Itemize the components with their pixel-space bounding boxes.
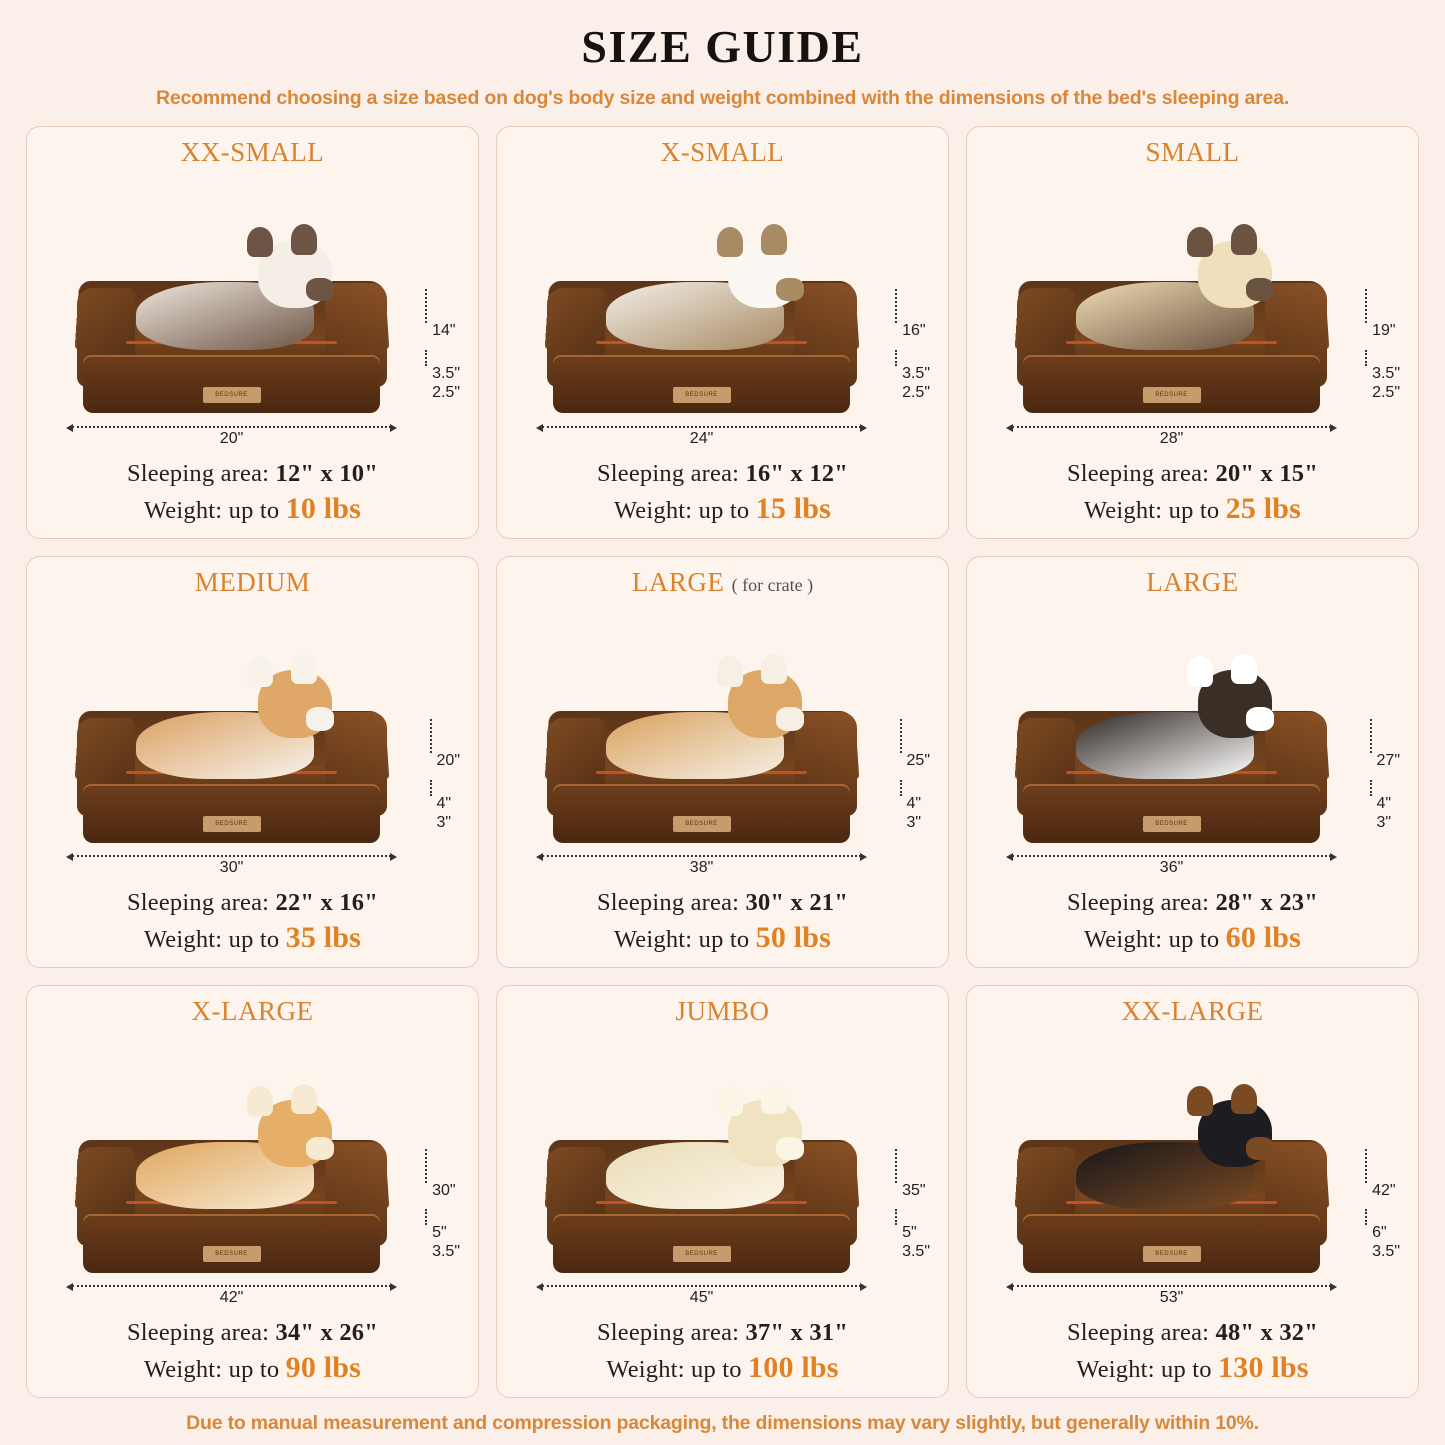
dimension-bolster-height: 3.5": [1366, 366, 1400, 383]
pet-snout: [776, 1137, 804, 1160]
page-subtitle: Recommend choosing a size based on dog's body size and weight combined with the dimensions of the bed's sleeping area.: [155, 87, 1290, 109]
pet-ear-right: [1231, 1084, 1257, 1114]
width-dimension-line: [542, 855, 860, 877]
width-dimension-line: [1012, 426, 1330, 447]
dimension-bolster-height: 4": [901, 796, 922, 813]
leader-line-icon: [425, 289, 427, 323]
weight-value: 10 lbs: [285, 491, 362, 525]
size-name: XX-SMALL: [180, 137, 325, 167]
pet-illustration-shih-tzu: [588, 234, 806, 350]
pet-snout: [776, 278, 804, 301]
bed-figure: [513, 1029, 932, 1319]
pet-illustration-golden-retriever: [118, 1093, 336, 1209]
weight-line: [509, 492, 936, 526]
dimension-total-height: 30": [426, 1183, 455, 1200]
bed-mattress: [1023, 1214, 1321, 1273]
dimension-total-height: 20": [431, 753, 460, 770]
sleeping-area-value: 37" x 31": [745, 1318, 849, 1346]
bed-figure: [43, 170, 462, 460]
brand-tag: BEDSURE: [1143, 816, 1201, 832]
sleeping-area-label: Sleeping area:: [1066, 1318, 1210, 1346]
dimension-bolster-height: 6": [1366, 1225, 1387, 1242]
pet-ear-right: [291, 1084, 317, 1114]
size-card-grid: [26, 126, 1419, 1398]
dimension-mattress-height: 3.5": [432, 1243, 460, 1261]
leader-line-icon: [895, 1209, 897, 1225]
pet-ear-left: [717, 1086, 743, 1116]
brand-tag: BEDSURE: [1143, 387, 1201, 403]
sleeping-area-line: [39, 889, 466, 917]
sleeping-area-line: [509, 889, 936, 917]
width-dimension-line: [542, 426, 860, 447]
dimension-bolster-height: 3.5": [426, 366, 460, 383]
spec-block: [509, 1319, 936, 1389]
bed-mattress: [1023, 355, 1321, 414]
sleeping-area-line: [509, 1319, 936, 1347]
bed-mattress: [83, 355, 381, 414]
dimension-width: 36": [1157, 859, 1186, 877]
sleeping-area-label: Sleeping area:: [596, 889, 740, 917]
size-name: JUMBO: [675, 996, 770, 1027]
leader-line-icon: [1370, 780, 1372, 796]
brand-tag: BEDSURE: [203, 387, 261, 403]
bed-mattress: [83, 784, 381, 843]
pet-ear-left: [247, 227, 273, 257]
dimension-mattress-height: 2.5": [1372, 383, 1400, 401]
dimension-width: 28": [1157, 430, 1186, 448]
vertical-dimensions: [431, 753, 460, 831]
weight-label: Weight: up to: [1083, 926, 1220, 954]
leader-line-icon: [900, 780, 902, 796]
leader-line-icon: [1370, 719, 1372, 753]
pet-snout: [306, 707, 334, 730]
size-card-large: [966, 556, 1419, 969]
brand-tag: BEDSURE: [1143, 1246, 1201, 1262]
pet-ear-right: [291, 654, 317, 684]
sleeping-area-line: [979, 460, 1406, 488]
pet-illustration-shiba-inu: [588, 663, 806, 779]
leader-line-icon: [1365, 1209, 1367, 1225]
spec-block: [979, 1319, 1406, 1389]
bed-figure: [43, 1029, 462, 1319]
weight-label: Weight: up to: [143, 496, 280, 524]
dimension-bolster-height: 5": [426, 1225, 447, 1242]
pet-illustration-french-bulldog: [1058, 234, 1276, 350]
leader-line-icon: [895, 350, 897, 366]
vertical-dimensions: [426, 1183, 460, 1261]
pet-ear-left: [247, 656, 273, 686]
dimension-total-height: 27": [1371, 753, 1400, 770]
pet-illustration-cat: [118, 234, 336, 350]
leader-line-icon: [900, 719, 902, 753]
dimension-bolster-height: 4": [1371, 796, 1392, 813]
dimension-total-height: 16": [896, 323, 925, 340]
leader-line-icon: [425, 1149, 427, 1183]
vertical-dimensions: [1366, 1183, 1400, 1261]
brand-tag: BEDSURE: [673, 1246, 731, 1262]
size-card-medium: [26, 556, 479, 969]
size-card-title: [509, 996, 936, 1027]
vertical-dimensions: [901, 753, 930, 831]
brand-tag: BEDSURE: [673, 816, 731, 832]
pet-ear-right: [761, 1084, 787, 1114]
width-dimension-line: [72, 855, 390, 877]
weight-line: [979, 1351, 1406, 1385]
weight-value: 130 lbs: [1218, 1350, 1309, 1384]
width-dimension-line: [72, 1285, 390, 1307]
spec-block: [979, 460, 1406, 530]
size-card-title: [509, 567, 936, 598]
brand-tag: BEDSURE: [673, 387, 731, 403]
weight-value: 60 lbs: [1225, 921, 1302, 955]
leader-line-icon: [1365, 289, 1367, 323]
pet-illustration-border-collie: [1058, 663, 1276, 779]
size-card-title: [39, 996, 466, 1027]
pet-snout: [1246, 278, 1274, 301]
spec-block: [509, 460, 936, 530]
size-card-large: [496, 556, 949, 969]
leader-line-icon: [1365, 350, 1367, 366]
bed-mattress: [553, 1214, 851, 1273]
dimension-bolster-height: 4": [431, 796, 452, 813]
dimension-width: 53": [1157, 1289, 1186, 1307]
width-dimension-line: [72, 426, 390, 447]
sleeping-area-line: [979, 1319, 1406, 1347]
size-card-title: [509, 137, 936, 168]
sleeping-area-label: Sleeping area:: [1066, 459, 1210, 487]
dimension-bolster-height: 5": [896, 1225, 917, 1242]
dimension-mattress-height: 2.5": [432, 383, 460, 401]
size-card-title: [979, 567, 1406, 598]
spec-block: [39, 889, 466, 959]
bed-figure: [983, 170, 1402, 460]
vertical-dimensions: [1366, 323, 1400, 401]
pet-snout: [1246, 707, 1274, 730]
size-note: ( for crate ): [731, 574, 814, 595]
pet-ear-left: [247, 1086, 273, 1116]
size-name: X-SMALL: [660, 137, 785, 167]
pet-snout: [776, 707, 804, 730]
sleeping-area-value: 12" x 10": [275, 459, 379, 487]
leader-line-icon: [430, 780, 432, 796]
sleeping-area-value: 20" x 15": [1215, 459, 1319, 487]
width-dimension-line: [1012, 855, 1330, 877]
brand-tag: BEDSURE: [203, 1246, 261, 1262]
size-card-title: [39, 137, 466, 168]
size-name: X-LARGE: [191, 996, 314, 1027]
bed-figure: [983, 600, 1402, 890]
pet-ear-right: [1231, 224, 1257, 254]
weight-label: Weight: up to: [606, 1355, 742, 1383]
bed-mattress: [1023, 784, 1321, 843]
sleeping-area-label: Sleeping area:: [1066, 889, 1210, 917]
size-card-small: [966, 126, 1419, 539]
spec-block: [39, 460, 466, 530]
sleeping-area-line: [509, 460, 936, 488]
weight-value: 90 lbs: [285, 1350, 362, 1384]
pet-ear-left: [1187, 1086, 1213, 1116]
weight-line: [509, 1351, 936, 1385]
dimension-mattress-height: 3.5": [1372, 1243, 1400, 1261]
dimension-mattress-height: 3": [1376, 813, 1392, 831]
dimension-width: 24": [687, 430, 716, 448]
footer-note: Due to manual measurement and compression packaging, the dimensions may vary slightly, but generally within 10%.: [186, 1412, 1259, 1434]
weight-label: Weight: up to: [143, 926, 280, 954]
width-dimension-line: [542, 1285, 860, 1307]
sleeping-area-label: Sleeping area:: [126, 889, 270, 917]
pet-ear-right: [761, 224, 787, 254]
sleeping-area-label: Sleeping area:: [596, 459, 740, 487]
weight-value: 100 lbs: [748, 1350, 839, 1384]
dimension-mattress-height: 2.5": [902, 383, 930, 401]
pet-ear-left: [1187, 227, 1213, 257]
sleeping-area-line: [39, 1319, 466, 1347]
dimension-total-height: 19": [1366, 323, 1395, 340]
weight-value: 50 lbs: [755, 921, 832, 955]
weight-line: [979, 921, 1406, 955]
weight-value: 35 lbs: [285, 921, 362, 955]
width-dimension-line: [1012, 1285, 1330, 1307]
size-name: LARGE: [631, 566, 725, 597]
weight-line: [509, 921, 936, 955]
pet-snout: [1246, 1137, 1274, 1160]
pet-ear-right: [761, 654, 787, 684]
dimension-total-height: 25": [901, 753, 930, 770]
pet-snout: [306, 1137, 334, 1160]
bed-mattress: [83, 1214, 381, 1273]
leader-line-icon: [895, 289, 897, 323]
weight-line: [39, 1351, 466, 1385]
size-card-title: [39, 567, 466, 598]
leader-line-icon: [425, 350, 427, 366]
size-name: MEDIUM: [194, 566, 311, 597]
pet-illustration-rottweiler: [1058, 1093, 1276, 1209]
pet-snout: [306, 278, 334, 301]
bed-figure: [513, 170, 932, 460]
weight-line: [979, 492, 1406, 526]
weight-value: 15 lbs: [755, 491, 832, 525]
dimension-mattress-height: 3": [436, 813, 452, 831]
weight-label: Weight: up to: [143, 1355, 280, 1383]
bed-mattress: [553, 355, 851, 414]
dimension-width: 42": [217, 1289, 246, 1307]
vertical-dimensions: [1371, 753, 1400, 831]
vertical-dimensions: [426, 323, 460, 401]
pet-illustration-labrador: [588, 1093, 806, 1209]
size-card-x-large: [26, 985, 479, 1398]
weight-label: Weight: up to: [1076, 1355, 1212, 1383]
pet-illustration-corgi: [118, 663, 336, 779]
sleeping-area-label: Sleeping area:: [126, 1318, 270, 1346]
sleeping-area-value: 16" x 12": [745, 459, 849, 487]
dimension-width: 20": [217, 430, 246, 448]
size-name: SMALL: [1145, 137, 1240, 167]
spec-block: [509, 889, 936, 959]
sleeping-area-value: 34" x 26": [275, 1318, 379, 1346]
weight-label: Weight: up to: [613, 926, 750, 954]
dimension-total-height: 35": [896, 1183, 925, 1200]
sleeping-area-value: 48" x 32": [1215, 1318, 1319, 1346]
spec-block: [979, 889, 1406, 959]
weight-line: [39, 921, 466, 955]
leader-line-icon: [430, 719, 432, 753]
weight-label: Weight: up to: [1083, 496, 1220, 524]
bed-figure: [513, 600, 932, 890]
sleeping-area-value: 28" x 23": [1215, 889, 1319, 917]
size-card-title: [979, 996, 1406, 1027]
leader-line-icon: [1365, 1149, 1367, 1183]
brand-tag: BEDSURE: [203, 816, 261, 832]
dimension-mattress-height: 3": [906, 813, 922, 831]
sleeping-area-line: [39, 460, 466, 488]
dimension-width: 45": [687, 1289, 716, 1307]
leader-line-icon: [895, 1149, 897, 1183]
size-name: XX-LARGE: [1121, 996, 1264, 1027]
bed-figure: [43, 600, 462, 890]
size-card-x-small: [496, 126, 949, 539]
page-title: SIZE GUIDE: [581, 21, 864, 72]
sleeping-area-label: Sleeping area:: [126, 459, 270, 487]
weight-value: 25 lbs: [1225, 491, 1302, 525]
pet-ear-left: [717, 656, 743, 686]
size-card-xx-large: [966, 985, 1419, 1398]
sleeping-area-value: 30" x 21": [745, 889, 849, 917]
spec-block: [39, 1319, 466, 1389]
dimension-mattress-height: 3.5": [902, 1243, 930, 1261]
pet-ear-right: [291, 224, 317, 254]
sleeping-area-value: 22" x 16": [275, 889, 379, 917]
dimension-total-height: 14": [426, 323, 455, 340]
pet-ear-left: [1187, 656, 1213, 686]
size-card-xx-small: [26, 126, 479, 539]
pet-ear-left: [717, 227, 743, 257]
size-card-title: [979, 137, 1406, 168]
dimension-bolster-height: 3.5": [896, 366, 930, 383]
size-name: LARGE: [1146, 566, 1239, 597]
dimension-total-height: 42": [1366, 1183, 1395, 1200]
bed-figure: [983, 1029, 1402, 1319]
weight-line: [39, 492, 466, 526]
leader-line-icon: [425, 1209, 427, 1225]
pet-ear-right: [1231, 654, 1257, 684]
bed-mattress: [553, 784, 851, 843]
dimension-width: 30": [217, 859, 246, 877]
sleeping-area-label: Sleeping area:: [596, 1318, 740, 1346]
vertical-dimensions: [896, 323, 930, 401]
dimension-width: 38": [687, 859, 716, 877]
weight-label: Weight: up to: [613, 496, 750, 524]
vertical-dimensions: [896, 1183, 930, 1261]
sleeping-area-line: [979, 889, 1406, 917]
size-card-jumbo: [496, 985, 949, 1398]
